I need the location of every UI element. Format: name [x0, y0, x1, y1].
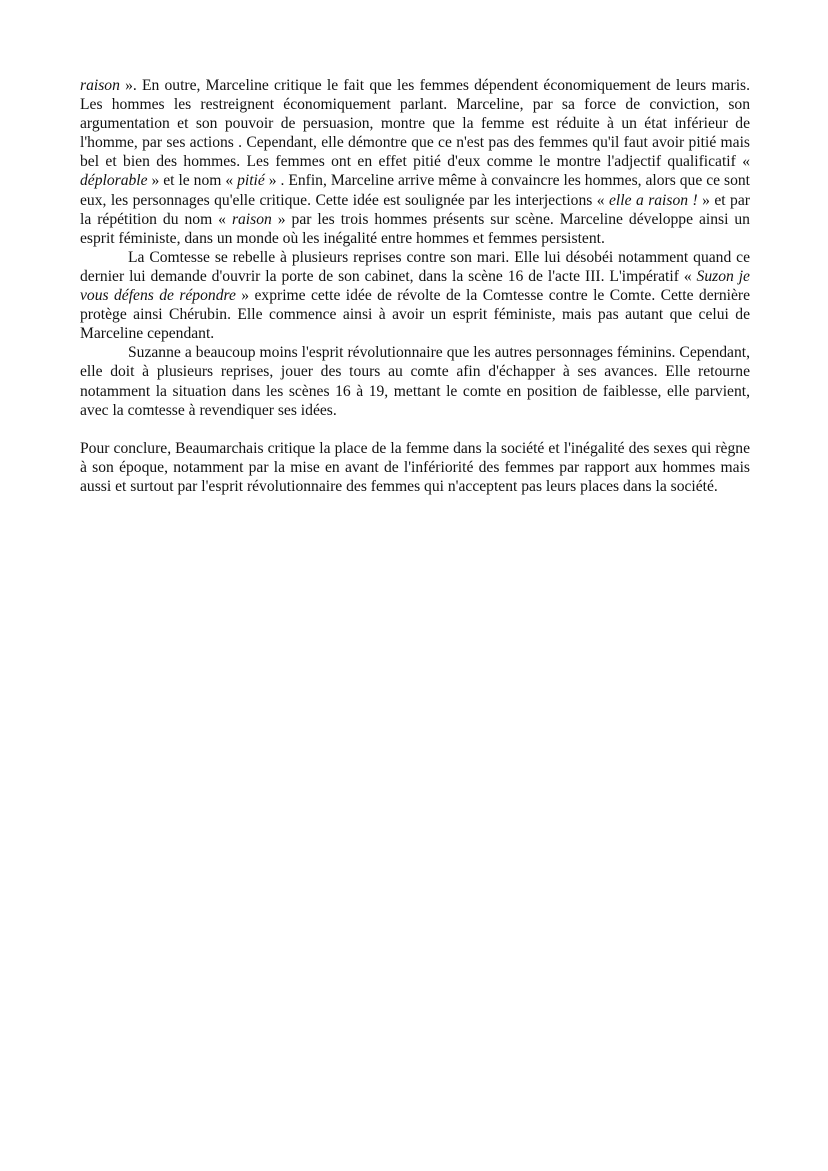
paragraph-text: » et le nom « [147, 172, 238, 190]
paragraph-text: » par les trois hommes présents sur scène. Marceline développe ainsi un esprit féministe, dans un monde où les inégalité entre hommes et femmes persistent. [80, 210, 750, 247]
italic-quote-text: Suzon je vous défens de répondre [80, 267, 750, 305]
paragraph-suzanne [80, 343, 750, 419]
paragraph-text: Pour conclure, Beaumarchais critique la place de la femme dans la société et l'inégalité des sexes qui règne à son époque, notamment par la mise en avant de l'infériorité des femmes par rapport aux hommes mais aussi et surtout par l'esprit révolutionnaire des femmes qui n'acceptent pas leurs places dans la société. [80, 439, 750, 495]
italic-quote-text: déplorable [80, 172, 148, 190]
document-page [80, 76, 750, 496]
italic-quote-text: pitié [237, 172, 265, 190]
paragraph-text: La Comtesse se rebelle à plusieurs reprises contre son mari. Elle lui désobéi notamment quand ce dernier lui demande d'ouvrir la porte de son cabinet, dans la scène 16 de l'acte III. L'impératif « [80, 248, 750, 285]
italic-quote-text: elle a raison ! [609, 191, 698, 209]
paragraph-conclusion [80, 439, 750, 496]
paragraph-text: ». En outre, Marceline critique le fait que les femmes dépendent économiquement de leurs maris. Les hommes les restreignent économiquement parlant. Marceline, par sa force de conviction, son argumentation et son pouvoir de persuasion, montre que la femme est réduite à un état inférieur de l'homme, par ses actions . Cependant, elle démontre que ce n'est pas des femmes qu'il faut avoir pitié mais bel et bien des hommes. Les femmes ont en effet pitié d'eux comme le montre l'adjectif qualificatif « [80, 77, 750, 171]
italic-quote-text: raison [80, 77, 120, 94]
paragraph-text: » et par la répétition du nom « [80, 191, 750, 228]
paragraph-spacer [80, 420, 750, 439]
paragraph-text: » . Enfin, Marceline arrive même à convaincre les hommes, alors que ce sont eux, les personnages qu'elle critique. Cette idée est soulignée par les interjections « [80, 172, 751, 209]
paragraph-text: » exprime cette idée de révolte de la Comtesse contre le Comte. Cette dernière protège ainsi Chérubin. Elle commence ainsi à avoir un esprit féministe, mais pas autant que celui de Marceline cependant. [80, 287, 750, 343]
italic-quote-text: raison [231, 210, 272, 228]
paragraph-marceline [80, 76, 750, 248]
paragraph-comtesse [80, 248, 750, 343]
paragraph-text: Suzanne a beaucoup moins l'esprit révolutionnaire que les autres personnages féminins. Cependant, elle doit à plusieurs reprises, jouer des tours au comte afin d'échapper à ses avances. Elle retourne notamment la situation dans les scènes 16 à 19, mettant le comte en position de faiblesse, elle parvient, avec la comtesse à revendiquer ses idées. [80, 344, 750, 419]
